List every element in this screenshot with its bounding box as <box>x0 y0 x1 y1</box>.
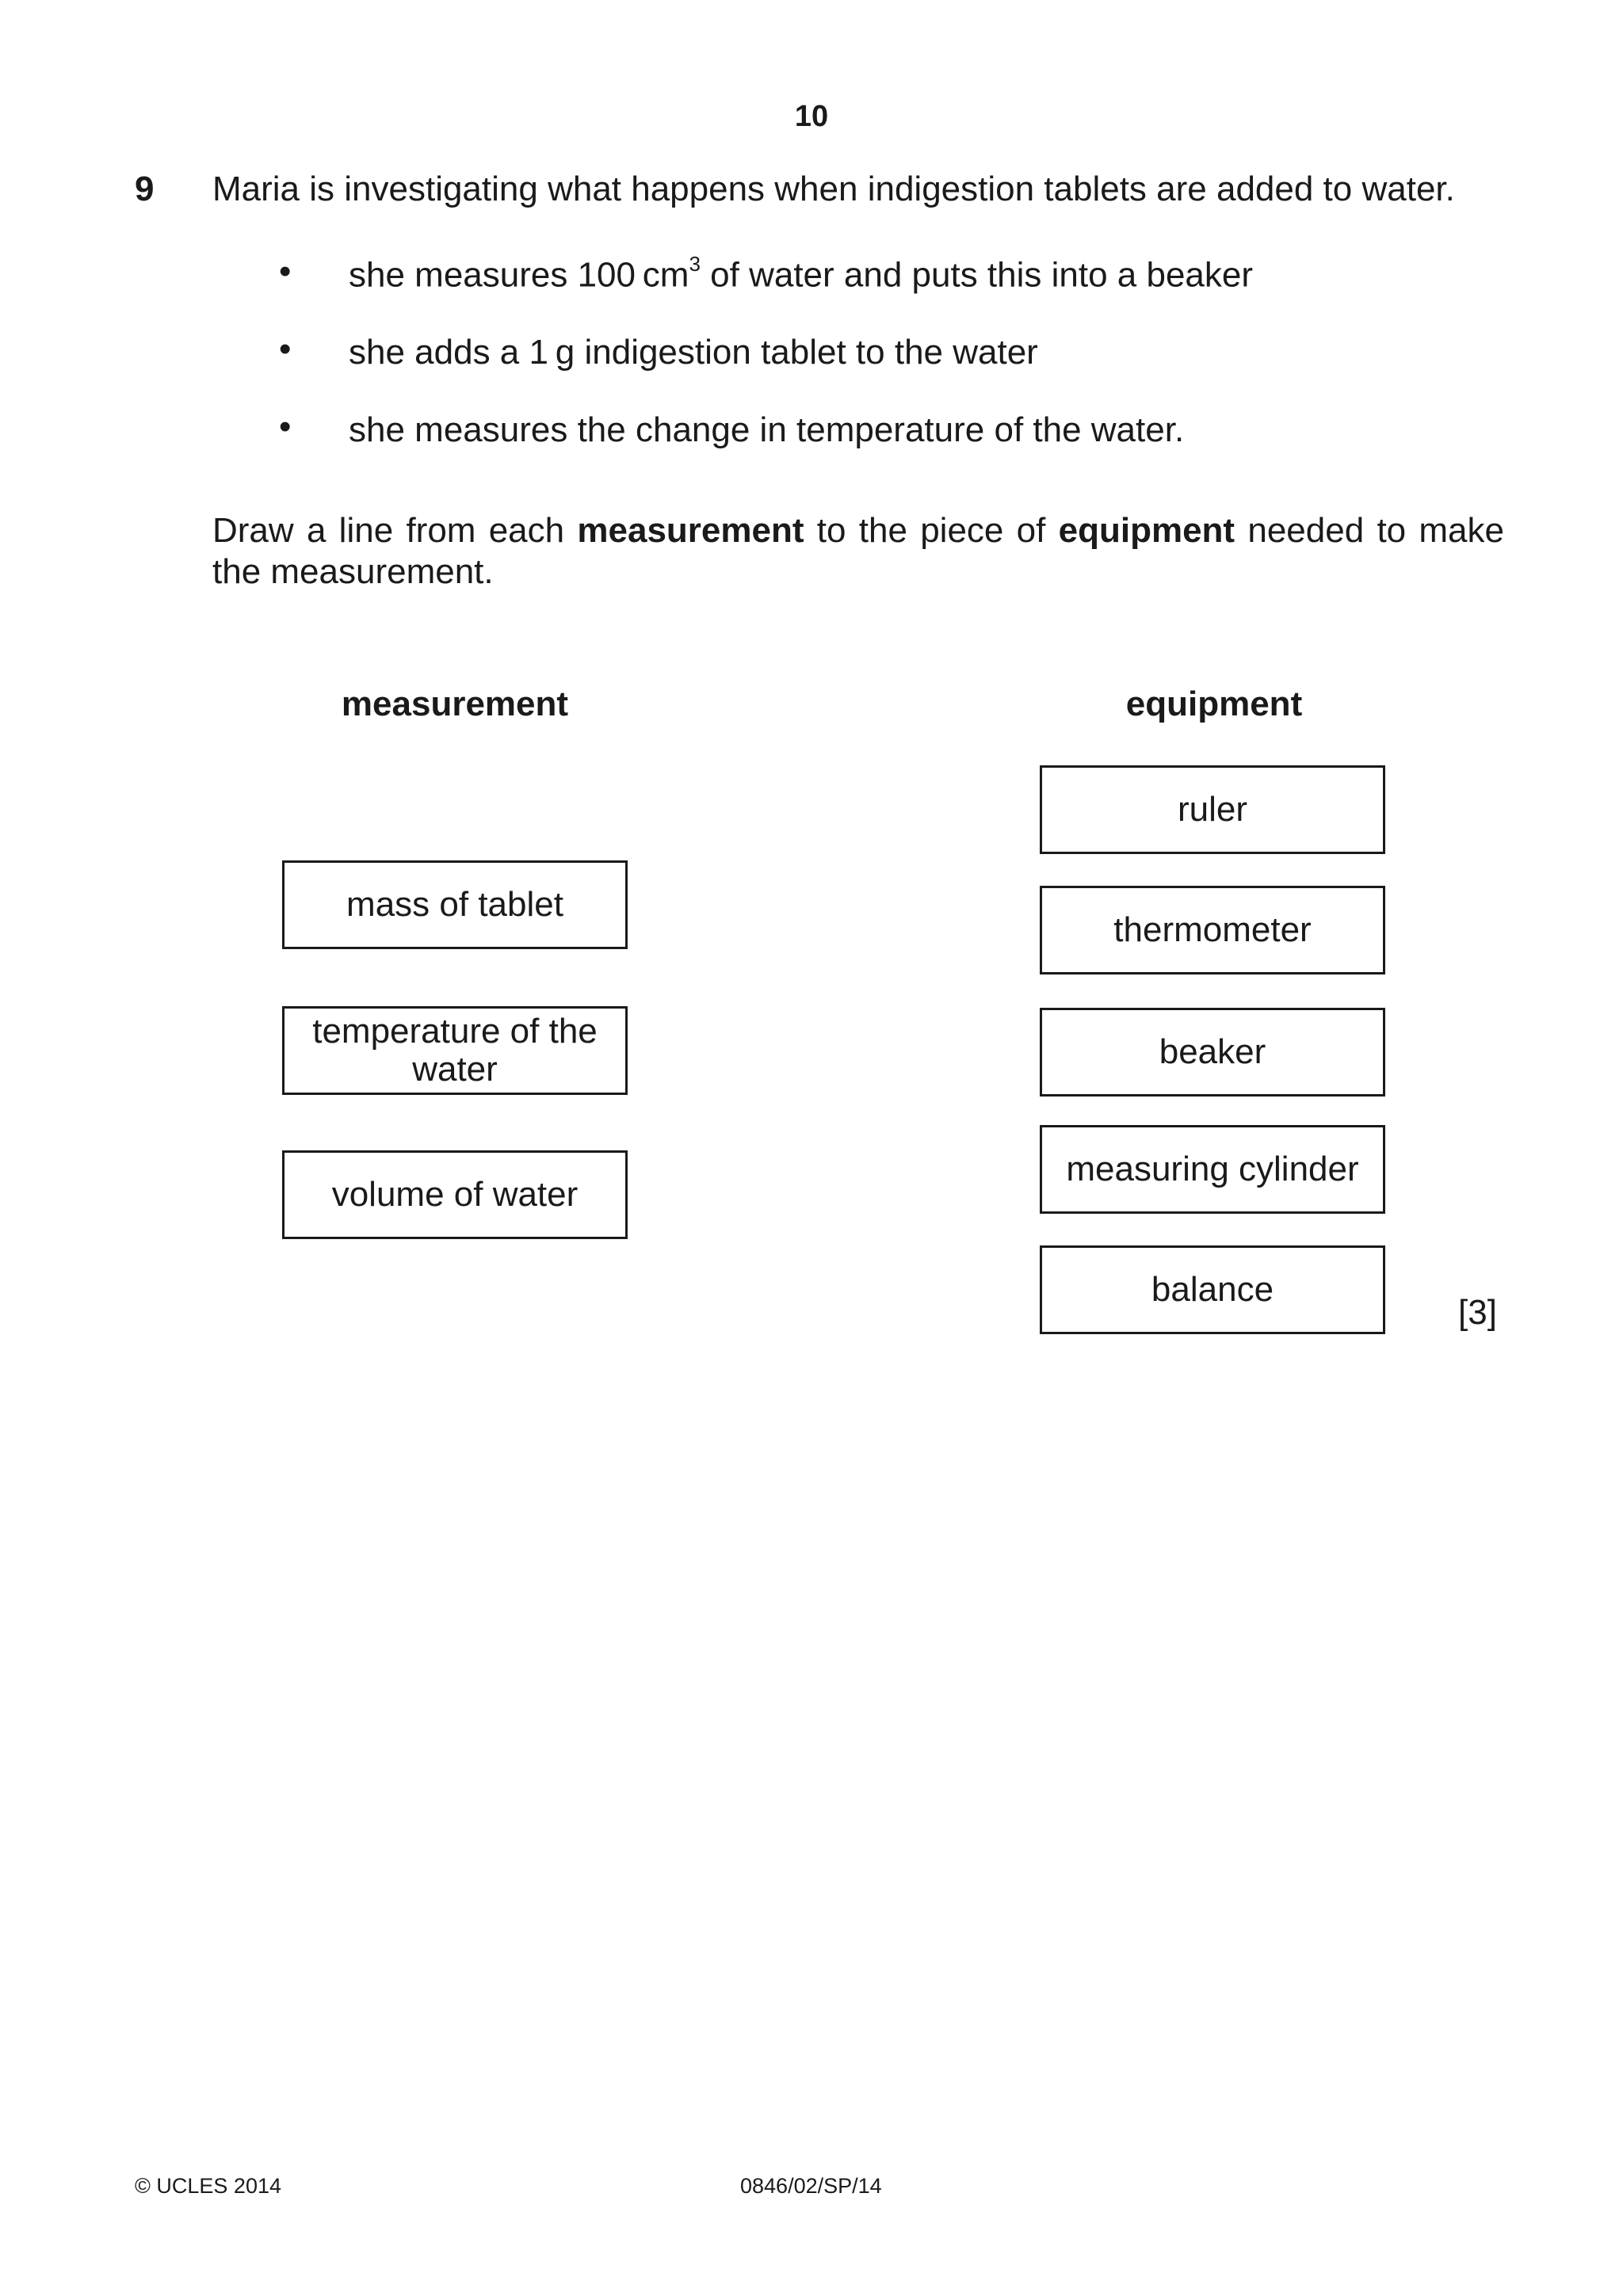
instruction-bold-measurement: measurement <box>577 511 804 550</box>
bullet-item: she adds a 1 g indigestion tablet to the water <box>349 333 1038 372</box>
bullet-marker: • <box>279 407 292 446</box>
equipment-label: beaker <box>1159 1032 1266 1071</box>
bullet-marker: • <box>279 252 292 291</box>
instruction-part: needed to make the measurement. <box>212 511 1504 591</box>
instruction-text <box>212 510 1504 593</box>
measurement-label: volume of water <box>331 1175 579 1214</box>
measurement-label: mass of tablet <box>346 885 563 924</box>
equipment-box-measuring-cylinder[interactable] <box>1040 1125 1385 1214</box>
measurement-heading: measurement <box>341 685 569 723</box>
equipment-label: measuring cylinder <box>1066 1150 1359 1188</box>
equipment-box-beaker[interactable] <box>1040 1008 1385 1097</box>
instruction-part: to the piece of <box>804 511 1059 550</box>
equipment-box-balance[interactable] <box>1040 1245 1385 1334</box>
equipment-box-ruler[interactable] <box>1040 765 1385 854</box>
footer-copyright: © UCLES 2014 <box>135 2174 281 2198</box>
page-number: 10 <box>794 100 829 133</box>
equipment-heading: equipment <box>1125 685 1303 723</box>
measurement-box-temperature[interactable] <box>282 1006 628 1095</box>
measurement-box-mass[interactable] <box>282 860 628 949</box>
superscript-three: 3 <box>689 252 701 276</box>
instruction-part: Draw a line from each <box>212 511 578 550</box>
question-number: 9 <box>135 170 155 208</box>
bullet-marker: • <box>279 330 292 368</box>
footer-paper-code: 0846/02/SP/14 <box>740 2174 882 2198</box>
marks-indicator: [3] <box>1458 1293 1497 1332</box>
equipment-label: ruler <box>1177 790 1248 829</box>
bullet-text-after: of water and puts this into a beaker <box>700 255 1254 295</box>
measurement-box-volume[interactable] <box>282 1150 628 1239</box>
instruction-bold-equipment: equipment <box>1058 511 1235 550</box>
measurement-label: temperature of the water <box>312 1012 598 1089</box>
equipment-box-thermometer[interactable] <box>1040 886 1385 974</box>
bullet-item <box>349 252 1254 296</box>
equipment-label: thermometer <box>1113 910 1312 949</box>
bullet-text-before: she measures 100 cm <box>349 255 689 295</box>
equipment-label: balance <box>1151 1270 1274 1309</box>
bullet-item: she measures the change in temperature of the water. <box>349 410 1185 449</box>
question-intro: Maria is investigating what happens when indigestion tablets are added to water. <box>212 170 1455 208</box>
